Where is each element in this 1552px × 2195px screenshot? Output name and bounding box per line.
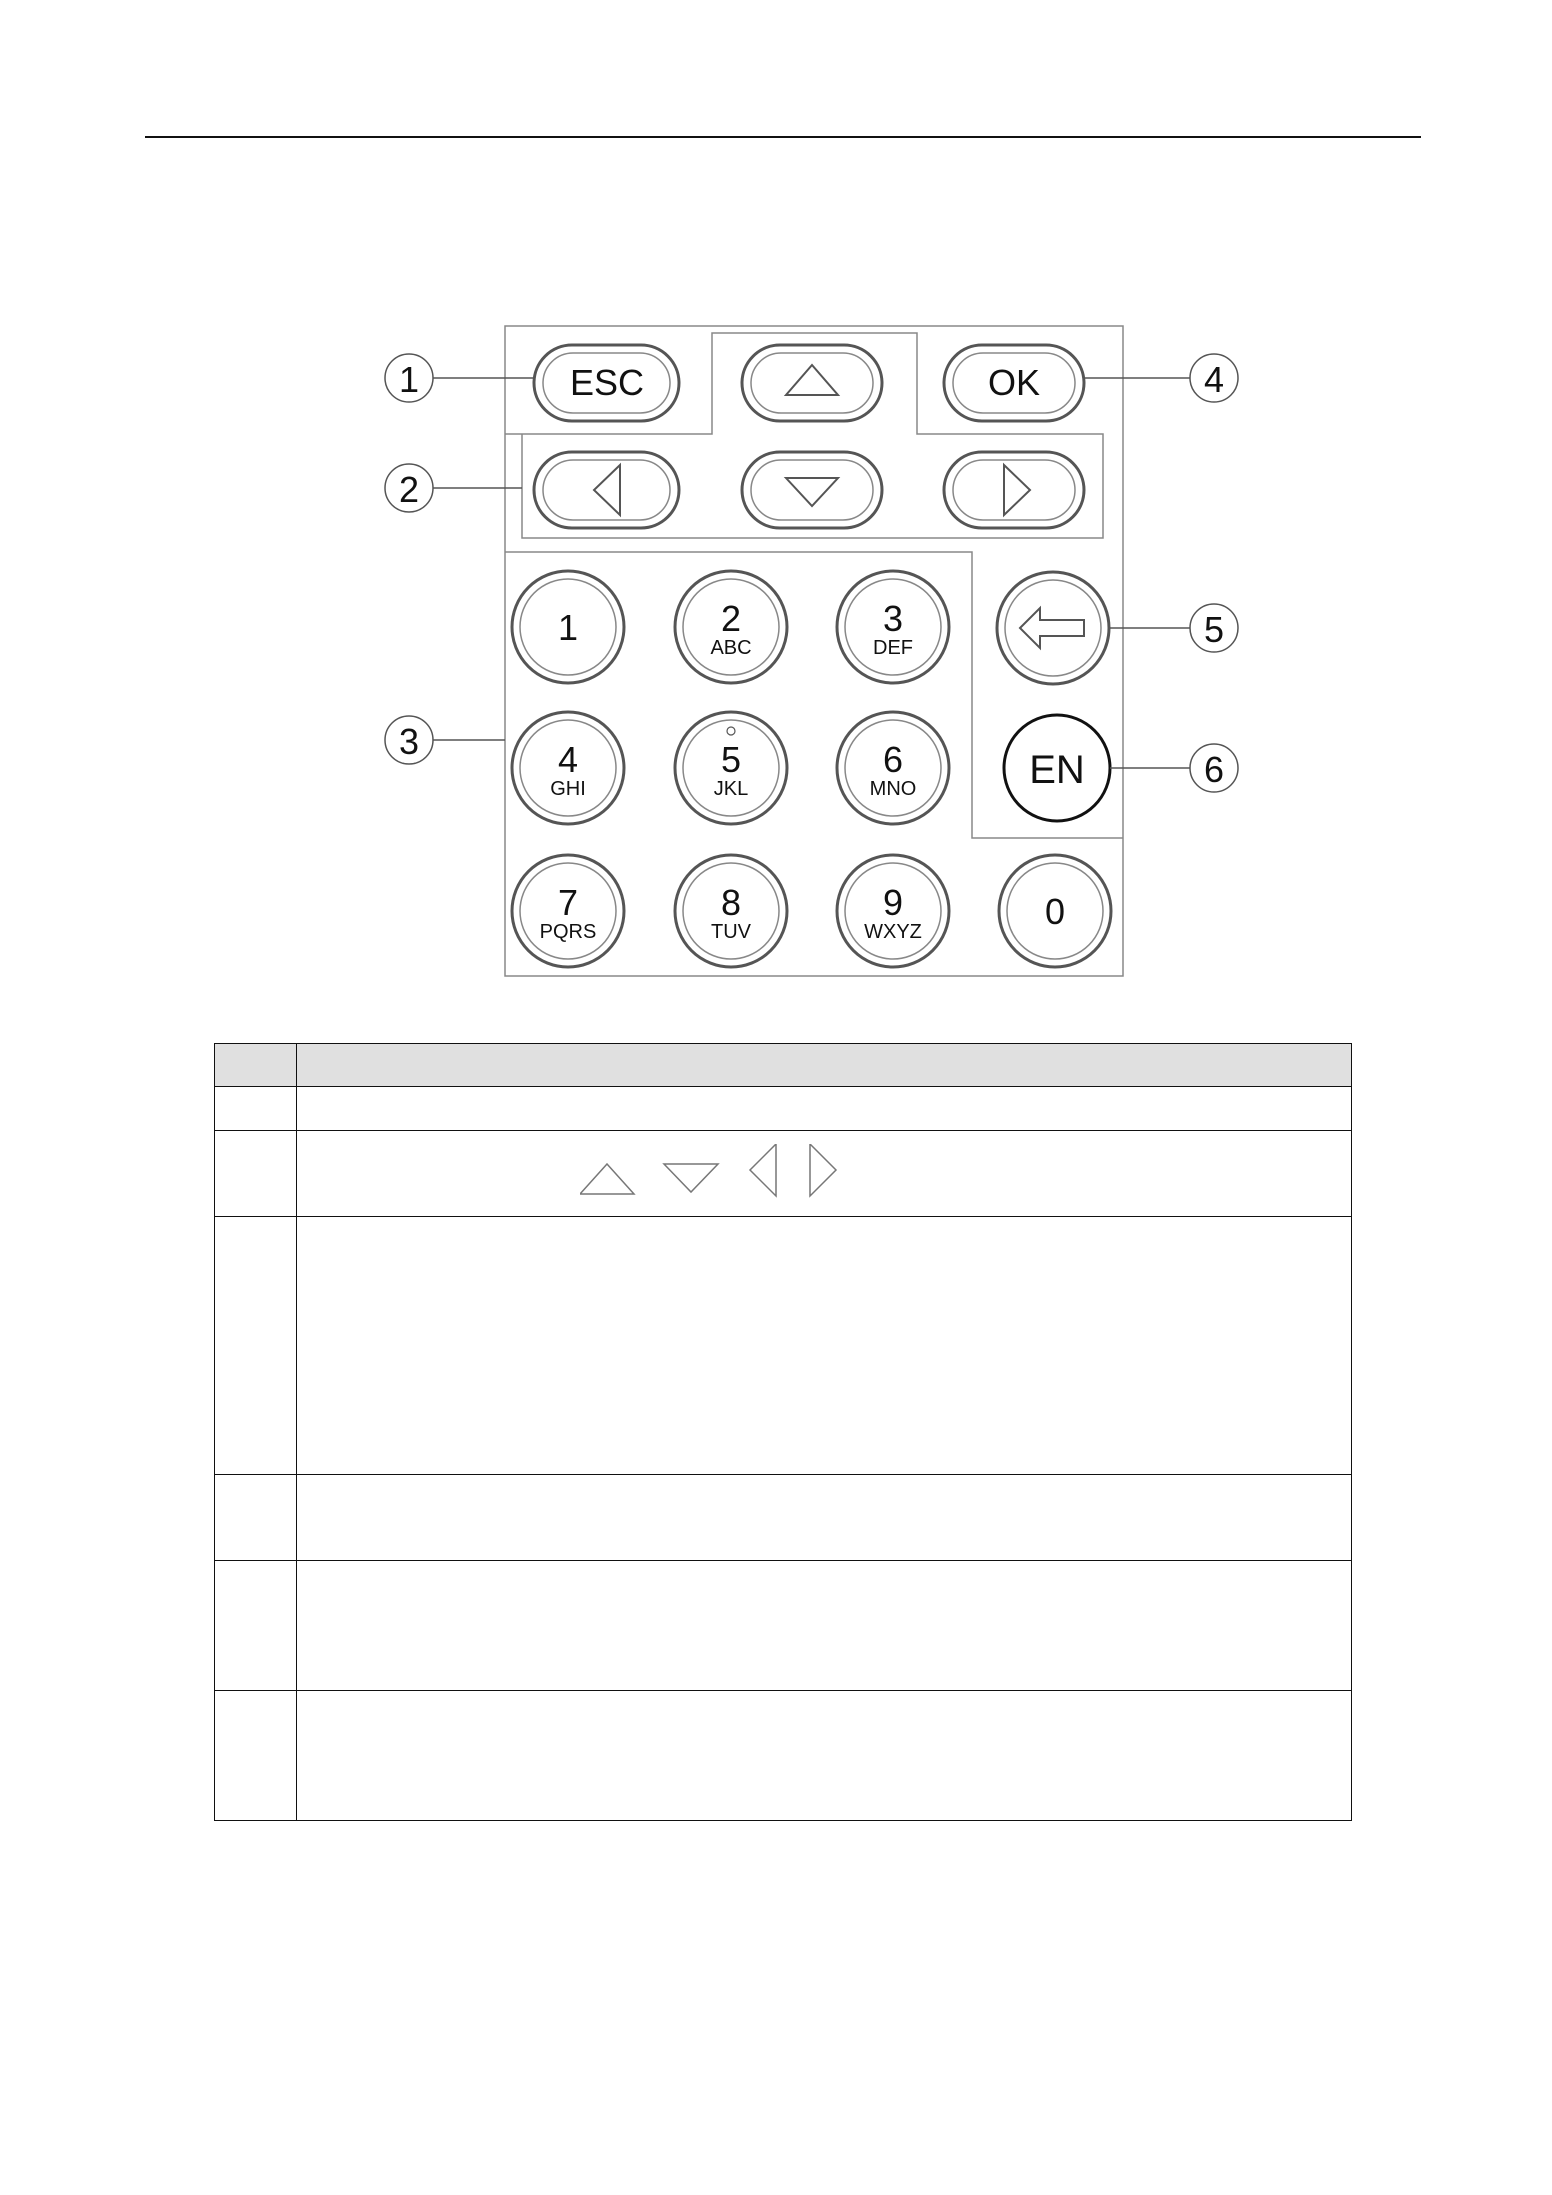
ok-key[interactable]: [944, 345, 1084, 421]
row-no: [215, 1217, 297, 1475]
row-no: [215, 1561, 297, 1691]
triangle-right-icon: [810, 1144, 836, 1196]
number-key-0[interactable]: [999, 855, 1111, 967]
row-no: [215, 1691, 297, 1821]
down-key[interactable]: [742, 452, 882, 528]
triangle-left-icon: [750, 1144, 776, 1196]
key-letters: PQRS: [539, 921, 597, 943]
key-digit: 1: [557, 607, 579, 648]
row-desc: [297, 1087, 1352, 1131]
key-letters: JKL: [713, 778, 749, 800]
right-key[interactable]: [944, 452, 1084, 528]
key-digit: 2: [720, 598, 742, 639]
row-desc: [297, 1691, 1352, 1821]
key-digit: 4: [557, 739, 579, 780]
key-letters: GHI: [550, 778, 586, 800]
svg-text:1: 1: [398, 359, 420, 400]
table-row: [215, 1561, 1352, 1691]
table-row: [215, 1217, 1352, 1475]
table-row: [215, 1691, 1352, 1821]
left-key[interactable]: [534, 452, 679, 528]
svg-text:6: 6: [1203, 749, 1225, 790]
backspace-key[interactable]: [997, 572, 1109, 684]
key-digit: 3: [882, 598, 904, 639]
triangle-up-icon: [580, 1164, 634, 1194]
svg-text:3: 3: [398, 721, 420, 762]
en-key[interactable]: [1004, 715, 1110, 821]
key-digit: 5: [720, 739, 742, 780]
keypad-figure: [0, 0, 1552, 1000]
key-digit: 0: [1044, 891, 1066, 932]
table-row: [215, 1087, 1352, 1131]
key-letters: TUV: [711, 921, 751, 943]
number-key-8[interactable]: [675, 855, 787, 967]
header-no: [215, 1044, 297, 1087]
up-key[interactable]: [742, 345, 882, 421]
number-key-9[interactable]: [837, 855, 949, 967]
row-no: [215, 1475, 297, 1561]
number-key-2[interactable]: [675, 571, 787, 683]
key-letters: DEF: [873, 637, 913, 659]
triangle-down-icon: [664, 1164, 718, 1192]
row-desc: [297, 1217, 1352, 1475]
esc-key[interactable]: [534, 345, 679, 421]
en-label: EN: [1029, 748, 1085, 792]
key-letters: MNO: [869, 778, 917, 800]
row-no: [215, 1131, 297, 1217]
callout-4: [1190, 354, 1238, 402]
table-row: [215, 1475, 1352, 1561]
number-key-5[interactable]: [675, 712, 787, 824]
key-digit: 9: [882, 882, 904, 923]
key-digit: 7: [557, 882, 579, 923]
svg-text:5: 5: [1203, 609, 1225, 650]
number-key-1[interactable]: [512, 571, 624, 683]
row-no: [215, 1087, 297, 1131]
callout-3: [385, 716, 433, 764]
number-key-6[interactable]: [837, 712, 949, 824]
key-letters: ABC: [710, 637, 752, 659]
number-key-4[interactable]: [512, 712, 624, 824]
key-letters: WXYZ: [864, 921, 922, 943]
callout-6: [1190, 744, 1238, 792]
key-digit: 8: [720, 882, 742, 923]
header-description: [297, 1044, 1352, 1087]
esc-label: ESC: [569, 362, 645, 403]
key-digit: 6: [882, 739, 904, 780]
row-desc: [297, 1475, 1352, 1561]
svg-text:2: 2: [398, 469, 420, 510]
row-desc: [297, 1561, 1352, 1691]
callout-2: [385, 464, 433, 512]
number-key-7[interactable]: [512, 855, 624, 967]
direction-arrows-glyphs: [580, 1144, 850, 1200]
number-key-3[interactable]: [837, 571, 949, 683]
callout-1: [385, 354, 433, 402]
svg-text:4: 4: [1203, 359, 1225, 400]
ok-label: OK: [987, 362, 1041, 403]
callout-5: [1190, 604, 1238, 652]
table-header-row: [215, 1044, 1352, 1087]
